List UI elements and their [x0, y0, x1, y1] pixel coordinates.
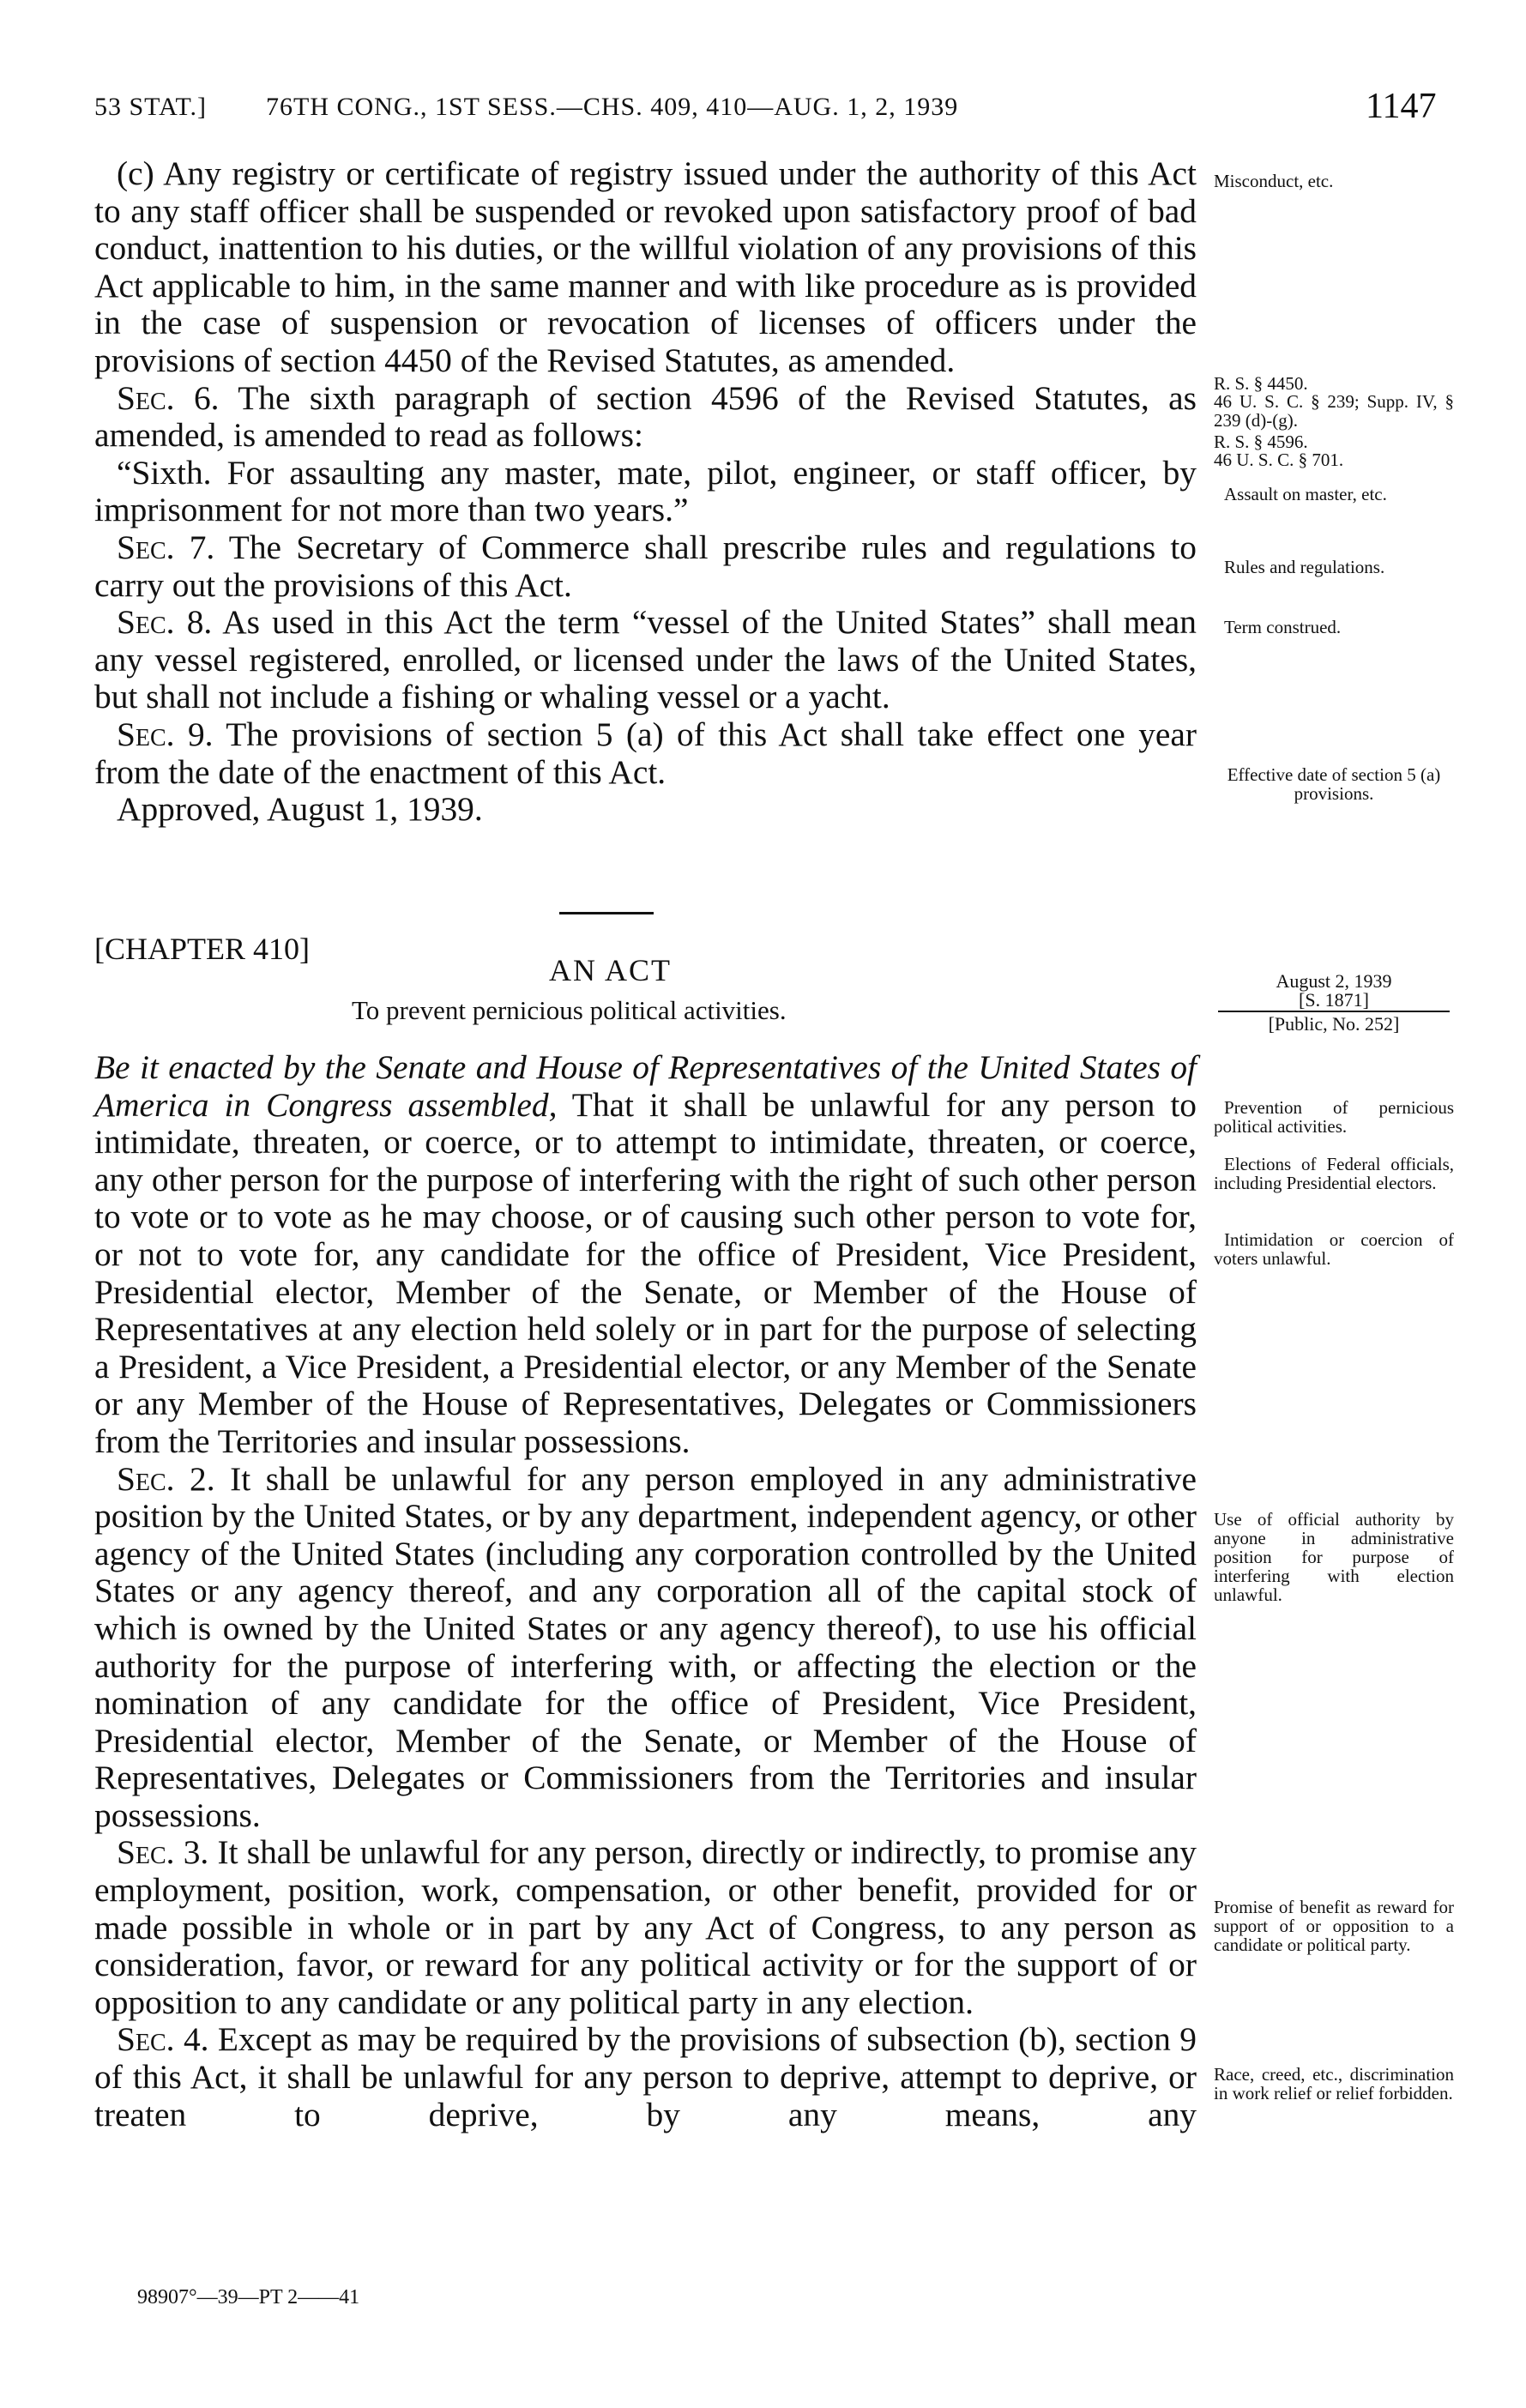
- margin-note-rules: [1214, 558, 1454, 576]
- previous-chapter-text: [94, 155, 1197, 829]
- running-head-volume: 53 STAT.]: [94, 93, 208, 121]
- bill-number: [S. 1871]: [1299, 989, 1369, 1011]
- margin-note-usc-239: [1214, 392, 1454, 430]
- section-7-label: Sec. 7.: [117, 528, 215, 566]
- page-number: 1147: [1366, 87, 1437, 126]
- margin-note-elections: [1214, 1155, 1454, 1192]
- margin-note-text: Promise of benefit as reward for support of or opposition to a candidate or political party.: [1214, 1897, 1454, 1955]
- act-body: [94, 1049, 1197, 2133]
- act-subtitle: To prevent pernicious political activities.: [352, 995, 787, 1025]
- margin-note-promise-benefit: [1214, 1898, 1454, 1954]
- section-9-text: The provisions of section 5 (a) of this Act shall take effect one year from the date of the enactment of this Act.: [94, 715, 1197, 791]
- margin-note-text: Elections of Federal officials, including Presidential electors.: [1214, 1154, 1454, 1193]
- margin-note-text: Assault on master, etc.: [1224, 484, 1387, 504]
- margin-note-text: 46 U. S. C. § 701.: [1214, 450, 1344, 470]
- section-2: [94, 1461, 1197, 1835]
- approved-line: Approved, August 1, 1939.: [117, 790, 483, 829]
- margin-note-usc-701: [1214, 450, 1454, 469]
- enacting-clause: Be it enacted by the Senate and House of Representatives of the United States of America in Congress assembled,: [94, 1048, 1197, 1124]
- section-2-label: Sec. 2.: [117, 1459, 215, 1498]
- margin-note-text: Misconduct, etc.: [1214, 171, 1334, 191]
- margin-note-text: Term construed.: [1224, 617, 1342, 637]
- running-head-session: 76TH CONG., 1ST SESS.—CHS. 409, 410—AUG. 1, 2, 1939: [266, 93, 959, 121]
- margin-note-race-creed: [1214, 2065, 1454, 2103]
- margin-note-text: Race, creed, etc., discrimination in work relief or relief forbidden.: [1214, 2064, 1454, 2103]
- section-1-text: That it shall be unlawful for any person to intimidate, threaten, or coerce, or to attempt to intimidate, threaten, or coerce, any other person for the purpose of interfering with the right of such other person to vote or to vote as he may choose, or of causing such other person to vote for, or not to vote for, any candidate for the office of President, Vice President, Presidential elector, Member of the Senate, or Member of the House of Representatives at any election held solely or in part for the purpose of selecting a President, a Vice President, a Presidential elector, or any Member of the Senate or any Member of the House of Representatives, Delegates or Commissioners from the Territories and insular possessions.: [94, 1085, 1197, 1460]
- margin-note-text: Effective date of section 5 (a) provisions.: [1227, 764, 1441, 804]
- margin-note-intimidation: [1214, 1230, 1454, 1268]
- section-6-text: The sixth paragraph of section 4596 of the Revised Statutes, as amended, is amended to read as follows:: [94, 378, 1197, 455]
- section-6: [94, 380, 1197, 455]
- margin-note-term: [1214, 618, 1454, 637]
- section-8: [94, 604, 1197, 716]
- section-3-text: It shall be unlawful for any person, directly or indirectly, to promise any employment, position, work, compensation, or other benefit, provided for or made possible in whole or in part by any Act of Congress, to any person as consideration, favor, or reward for any political activity or for the support of or opposition to any candidate or any political party in any election.: [94, 1833, 1197, 2021]
- margin-note-misconduct: [1214, 172, 1454, 190]
- citation-rule: [1218, 1011, 1450, 1012]
- paragraph-c: (c) Any registry or certificate of registry issued under the authority of this Act to any staff officer shall be suspended or revoked upon satisfactory proof of bad conduct, inattention to his duties, or the willful violation of any provisions of this Act applicable to him, in the same manner and with like procedure as is provided in the case of suspension or revocation of licenses of officers under the provisions of section 4450 of the Revised Statutes, as amended.: [94, 154, 1197, 379]
- chapter-divider: [559, 912, 654, 914]
- section-2-text: It shall be unlawful for any person employed in any administrative position by the United States, or by any department, independent agency, or other agency of the United States (including any corporation controlled by the United States or any agency thereof, and any corporation all of the capital stock of which is owned by the United States or any agency thereof), to use his official authority for the purpose of interfering with, or affecting the election or the nomination of any candidate for the office of President, Vice President, Presidential elector, Member of the Senate, or Member of the House of Representatives, Delegates or Commissioners from the Territories and insular possessions.: [94, 1459, 1197, 1834]
- section-9-label: Sec. 9.: [117, 715, 214, 753]
- margin-note-text: 46 U. S. C. § 239; Supp. IV, § 239 (d)-(g).: [1214, 391, 1454, 431]
- section-1: [94, 1049, 1197, 1461]
- sixth-paragraph: “Sixth. For assaulting any master, mate, pilot, engineer, or staff officer, by imprisonment for not more than two years.”: [94, 453, 1197, 529]
- margin-note-text: Intimidation or coercion of voters unlawful.: [1214, 1229, 1454, 1269]
- section-7: [94, 529, 1197, 604]
- section-8-text: As used in this Act the term “vessel of the United States” shall mean any vessel registered, enrolled, or licensed under the laws of the United States, but shall not include a fishing or whaling vessel or a yacht.: [94, 603, 1197, 716]
- margin-note-official-authority: [1214, 1510, 1454, 1604]
- margin-note-prevention: [1214, 1098, 1454, 1136]
- margin-note-effective-date: [1214, 765, 1454, 803]
- act-citation-block: [1218, 972, 1450, 1034]
- margin-note-text: R. S. § 4596.: [1214, 432, 1308, 452]
- public-law-number: [Public, No. 252]: [1268, 1013, 1400, 1035]
- printer-code: 98907°—39—PT 2——41: [137, 2286, 360, 2308]
- act-title: AN ACT: [549, 953, 673, 987]
- section-8-label: Sec. 8.: [117, 603, 213, 642]
- margin-note-text: Prevention of pernicious political activities.: [1214, 1097, 1454, 1137]
- chapter-label: [CHAPTER 410]: [94, 932, 310, 966]
- act-date: August 2, 1939: [1276, 970, 1392, 992]
- margin-note-rs-4450: [1214, 374, 1454, 393]
- section-7-text: The Secretary of Commerce shall prescribe rules and regulations to carry out the provisions of this Act.: [94, 528, 1197, 604]
- section-6-label: Sec. 6.: [117, 378, 220, 417]
- margin-note-text: Use of official authority by anyone in administrative position for purpose of interfering with election unlawful.: [1214, 1509, 1454, 1605]
- section-3-label: Sec. 3.: [117, 1833, 209, 1872]
- margin-note-rs-4596: [1214, 432, 1454, 451]
- section-4-label: Sec. 4.: [117, 2020, 209, 2059]
- margin-note-text: Rules and regulations.: [1224, 557, 1385, 577]
- section-4: [94, 2021, 1197, 2133]
- section-9: [94, 716, 1197, 791]
- margin-note-text: R. S. § 4450.: [1214, 373, 1308, 394]
- section-4-text: Except as may be required by the provisions of subsection (b), section 9 of this Act, it shall be unlawful for any person to deprive, attempt to deprive, or treaten to deprive, by any means, any: [94, 2020, 1197, 2133]
- margin-note-assault: [1214, 485, 1454, 504]
- section-3: [94, 1834, 1197, 2021]
